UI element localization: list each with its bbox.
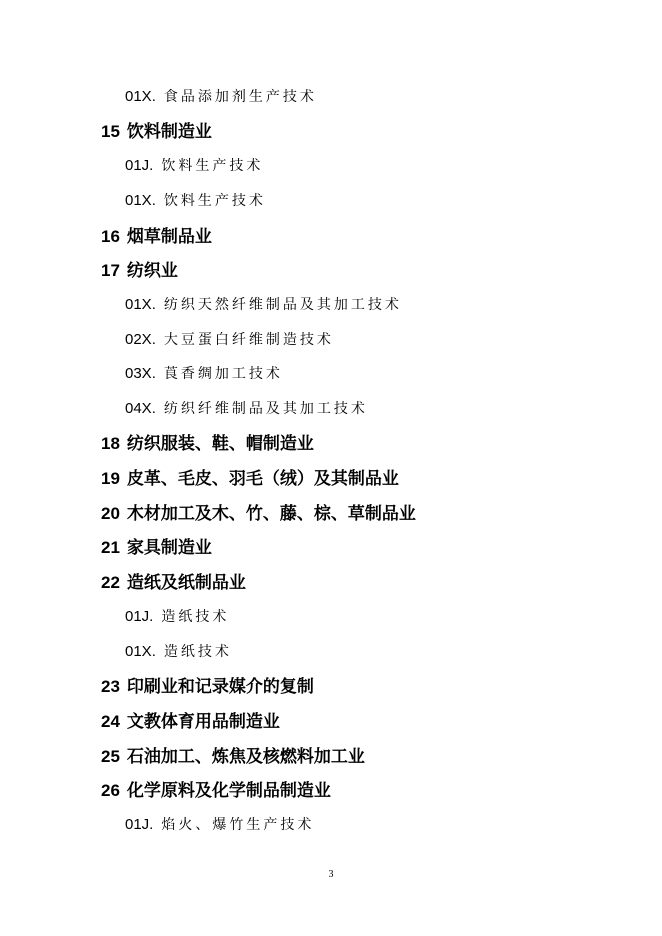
category-title: 纺织业 [126, 261, 178, 281]
page-number: 3 [328, 869, 334, 880]
category-title: 皮革、毛皮、羽毛（绒）及其制品业 [126, 469, 399, 489]
category-code: 18 [101, 434, 120, 453]
subitem-textile-natural-fiber [125, 297, 402, 312]
category-code: 19 [101, 469, 120, 488]
category-code: 23 [101, 677, 120, 696]
category-17 [101, 262, 178, 280]
subitem-title: 造纸技术 [163, 644, 232, 660]
category-code: 26 [101, 781, 120, 800]
category-code: 15 [101, 122, 120, 141]
category-code: 16 [101, 227, 120, 246]
category-18 [101, 435, 314, 453]
category-title: 化学原料及化学制品制造业 [126, 781, 331, 801]
subitem-beverage-j [125, 158, 263, 173]
subitem-title: 纺织纤维制品及其加工技术 [163, 401, 368, 417]
subitem-code: 01X. [125, 643, 156, 660]
subitem-title: 造纸技术 [161, 609, 230, 625]
category-code: 21 [101, 538, 120, 557]
category-title: 家具制造业 [126, 538, 212, 558]
subitem-soy-protein-fiber [125, 332, 334, 347]
category-code: 24 [101, 712, 120, 731]
category-code: 25 [101, 747, 120, 766]
category-title: 石油加工、炼焦及核燃料加工业 [126, 747, 365, 767]
subitem-title: 食品添加剂生产技术 [163, 89, 317, 105]
subitem-code: 03X. [125, 365, 156, 382]
subitem-title: 饮料生产技术 [161, 158, 264, 174]
subitem-title: 纺织天然纤维制品及其加工技术 [163, 297, 402, 313]
subitem-papermaking-x [125, 644, 232, 659]
subitem-food-additive [125, 89, 317, 104]
category-title: 印刷业和记录媒介的复制 [126, 677, 314, 697]
subitem-code: 01X. [125, 192, 156, 209]
category-23 [101, 678, 314, 696]
subitem-code: 01X. [125, 88, 156, 105]
subitem-fireworks [125, 817, 314, 832]
category-title: 纺织服装、鞋、帽制造业 [126, 434, 314, 454]
category-15 [101, 123, 212, 141]
category-16 [101, 228, 212, 246]
category-title: 烟草制品业 [126, 227, 212, 247]
subitem-code: 01J. [125, 157, 154, 174]
subitem-title: 大豆蛋白纤维制造技术 [163, 332, 334, 348]
category-code: 22 [101, 573, 120, 592]
subitem-title: 饮料生产技术 [163, 193, 266, 209]
subitem-beverage-x [125, 193, 266, 208]
category-20 [101, 505, 416, 523]
category-24 [101, 713, 280, 731]
subitem-title: 焰火、爆竹生产技术 [161, 817, 315, 833]
subitem-code: 02X. [125, 331, 156, 348]
subitem-code: 01J. [125, 816, 154, 833]
category-title: 造纸及纸制品业 [126, 573, 246, 593]
subitem-code: 01J. [125, 608, 154, 625]
subitem-papermaking-j [125, 609, 229, 624]
category-19 [101, 470, 399, 488]
subitem-code: 04X. [125, 400, 156, 417]
category-21 [101, 539, 212, 557]
category-title: 文教体育用品制造业 [126, 712, 280, 732]
category-code: 17 [101, 261, 120, 280]
category-code: 20 [101, 504, 120, 523]
category-title: 饮料制造业 [126, 122, 212, 142]
category-title: 木材加工及木、竹、藤、棕、草制品业 [126, 504, 416, 524]
category-22 [101, 574, 246, 592]
category-25 [101, 748, 365, 766]
subitem-code: 01X. [125, 296, 156, 313]
subitem-title: 莨香绸加工技术 [163, 366, 283, 382]
subitem-gambiered-silk [125, 366, 283, 381]
category-26 [101, 782, 331, 800]
subitem-textile-fiber [125, 401, 368, 416]
